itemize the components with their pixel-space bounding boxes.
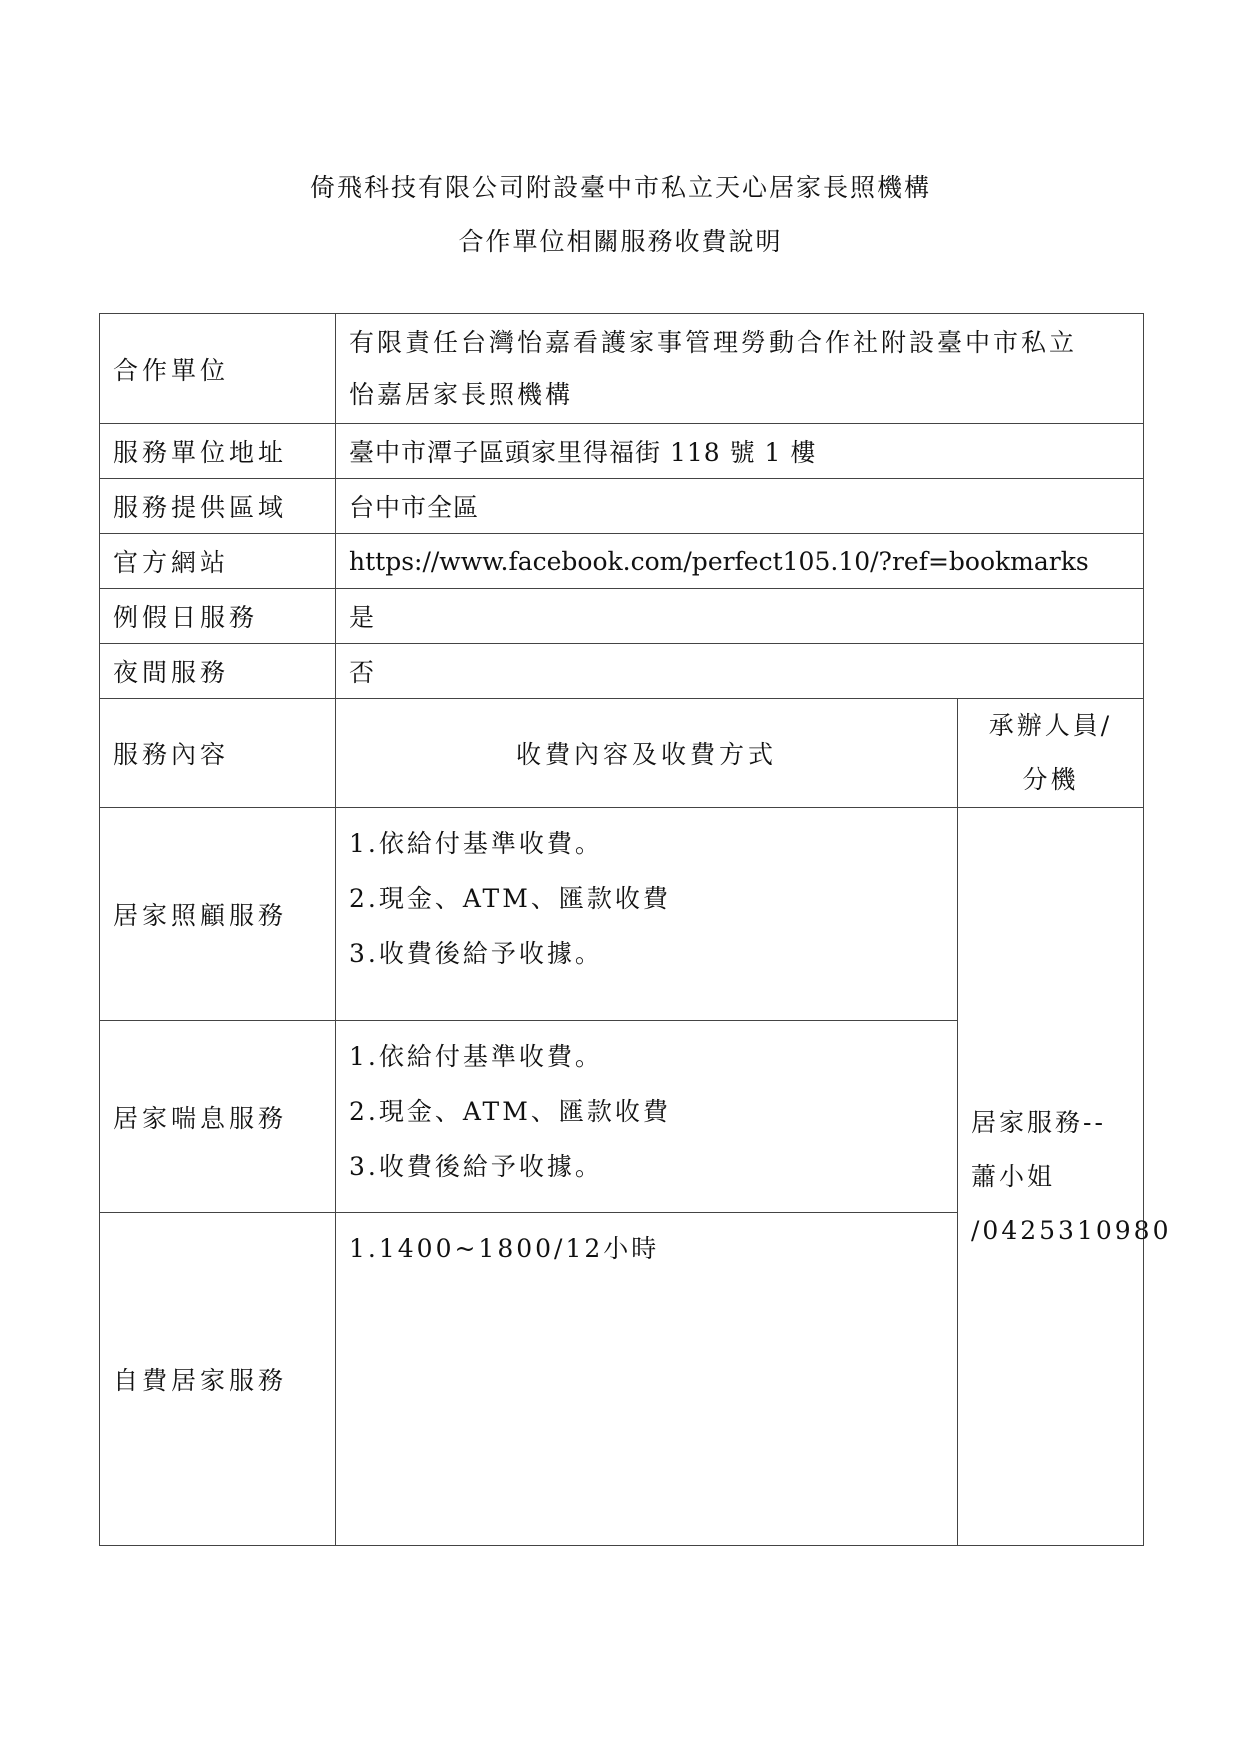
fee-details bbox=[336, 808, 958, 1021]
row-night bbox=[100, 644, 1144, 699]
fee-item: 1.依給付基準收費。 bbox=[349, 1042, 603, 1071]
holiday-value: 是 bbox=[336, 589, 1144, 644]
table-row bbox=[100, 808, 1144, 1021]
fee-item: 3.收費後給予收據。 bbox=[349, 939, 603, 968]
service-name: 居家照顧服務 bbox=[100, 808, 336, 1021]
fee-details bbox=[336, 1021, 958, 1213]
fee-item: 1.1400~1800/12小時 bbox=[349, 1234, 660, 1263]
fee-item: 1.依給付基準收費。 bbox=[349, 829, 603, 858]
website-link[interactable]: https://www.facebook.com/perfect105.10/?ref=bookmarks bbox=[336, 534, 1144, 589]
row-area bbox=[100, 479, 1144, 534]
address-label: 服務單位地址 bbox=[100, 424, 336, 479]
info-table bbox=[99, 313, 1172, 1546]
fee-details bbox=[336, 1213, 958, 1546]
area-value: 台中市全區 bbox=[336, 479, 1144, 534]
handler-header-line-1: 承辦人員/ bbox=[988, 711, 1113, 740]
service-name: 自費居家服務 bbox=[100, 1213, 336, 1546]
night-value: 否 bbox=[336, 644, 1144, 699]
website-label: 官方網站 bbox=[100, 534, 336, 589]
row-partner bbox=[100, 314, 1144, 424]
holiday-label: 例假日服務 bbox=[100, 589, 336, 644]
contact-phone: /0425310980 bbox=[971, 1215, 1172, 1245]
partner-label: 合作單位 bbox=[100, 314, 336, 424]
partner-value bbox=[336, 314, 1144, 424]
document-subtitle: 合作單位相關服務收費說明 bbox=[458, 227, 783, 256]
col-handler-header bbox=[958, 699, 1144, 808]
contact-line-2: 蕭小姐 bbox=[971, 1161, 1056, 1191]
row-website bbox=[100, 534, 1144, 589]
row-holiday bbox=[100, 589, 1144, 644]
fee-header-row bbox=[100, 699, 1144, 808]
address-value: 臺中市潭子區頭家里得福街 118 號 1 樓 bbox=[336, 424, 1144, 479]
fee-item: 3.收費後給予收據。 bbox=[349, 1152, 603, 1181]
contact-cell bbox=[958, 808, 1172, 1546]
handler-header-line-2: 分機 bbox=[1022, 765, 1079, 794]
partner-line-2: 怡嘉居家長照機構 bbox=[349, 379, 574, 409]
area-label: 服務提供區域 bbox=[100, 479, 336, 534]
partner-line-1: 有限責任台灣怡嘉看護家事管理勞動合作社附設臺中市私立 bbox=[349, 327, 1078, 357]
fee-item: 2.現金、ATM、匯款收費 bbox=[349, 1097, 671, 1126]
col-service-header: 服務內容 bbox=[100, 699, 336, 808]
night-label: 夜間服務 bbox=[100, 644, 336, 699]
contact-line-1: 居家服務-- bbox=[971, 1107, 1106, 1137]
fee-item: 2.現金、ATM、匯款收費 bbox=[349, 884, 671, 913]
service-name: 居家喘息服務 bbox=[100, 1021, 336, 1213]
col-fee-header: 收費內容及收費方式 bbox=[336, 699, 958, 808]
row-address bbox=[100, 424, 1144, 479]
document-title: 倚飛科技有限公司附設臺中市私立天心居家長照機構 bbox=[309, 173, 931, 202]
